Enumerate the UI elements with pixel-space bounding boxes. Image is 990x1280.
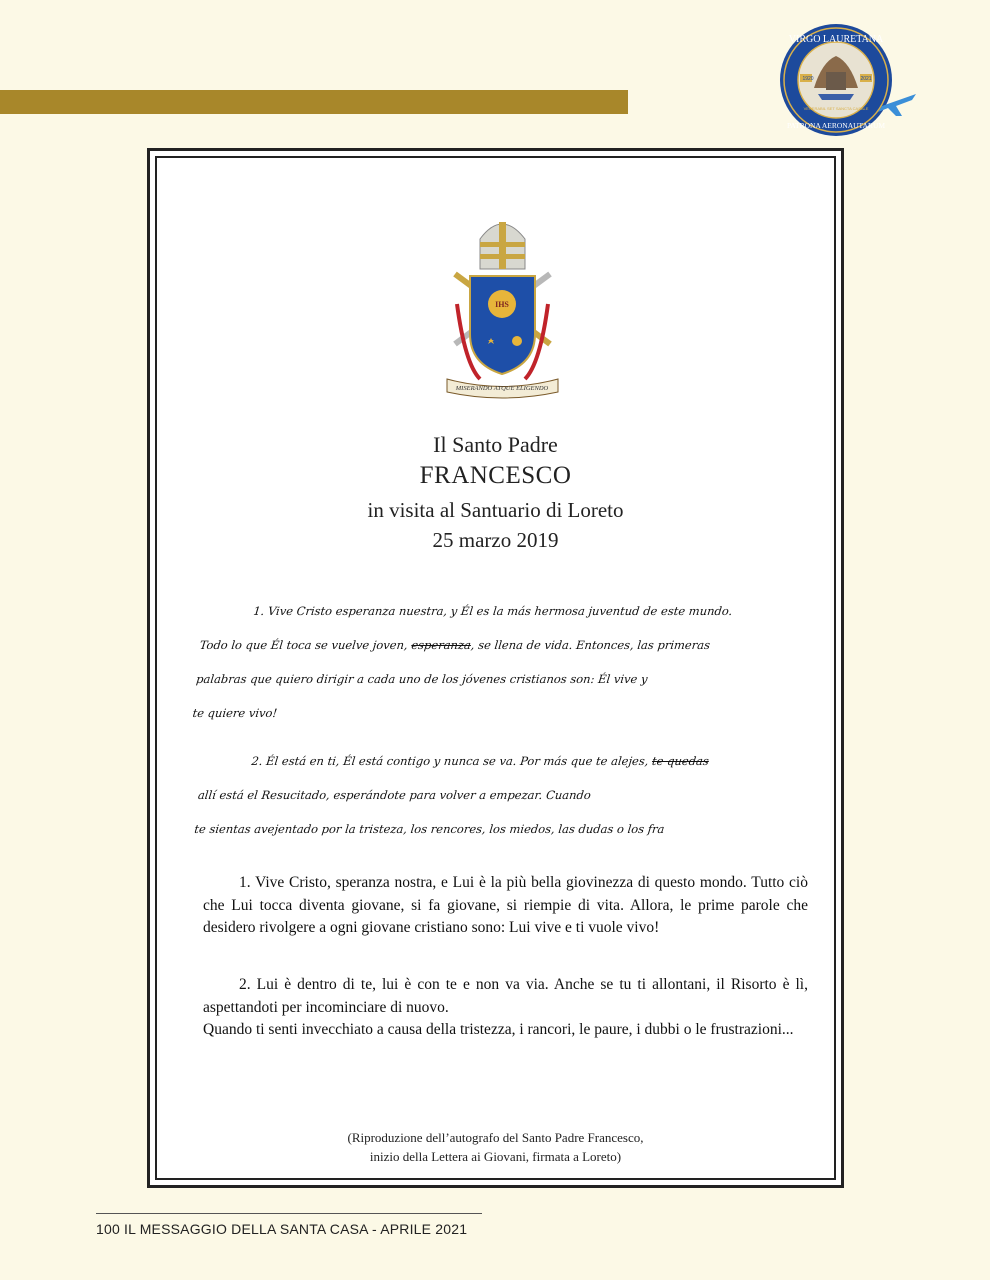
coat-monogram: IHS bbox=[495, 300, 509, 309]
crossed-out-word: te quedas bbox=[651, 754, 710, 768]
handwritten-line: te quiere vivo! bbox=[191, 706, 278, 720]
handwritten-line: Todo lo que Él toca se vuelve joven, esperanza, se llena de vida. Entonces, las primeras bbox=[199, 638, 711, 652]
virgo-lauretana-seal-logo bbox=[778, 22, 918, 140]
page-footer: 100 IL MESSAGGIO DELLA SANTA CASA - APRILE 2021 bbox=[96, 1221, 468, 1237]
title-francesco: FRANCESCO bbox=[419, 462, 572, 489]
title-santo-padre: Il Santo Padre bbox=[433, 432, 558, 457]
translation-paragraph-1 bbox=[203, 872, 808, 940]
title-visita: in visita al Santuario di Loreto bbox=[367, 498, 624, 522]
caption bbox=[163, 1128, 828, 1166]
seal-bottom-text: PATRONA AERONAUTARUM bbox=[786, 121, 886, 130]
translation-text: 2. Lui è dentro di te, lui è con te e non va via. Anche se tu ti allontani, il Risorto è lì, aspettandoti per incominciare di nuovo. bbox=[203, 976, 808, 1016]
seal-year-left: 1920 bbox=[802, 76, 814, 82]
crossed-out-word: esperanza bbox=[410, 638, 472, 652]
handwritten-line: 2. Él está en ti, Él está contigo y nunca se va. Por más que te alejes, te quedas bbox=[250, 754, 710, 768]
seal-year-right: 2021 bbox=[860, 76, 872, 82]
title-date: 25 marzo 2019 bbox=[432, 528, 559, 552]
handwritten-paragraph-1 bbox=[191, 594, 805, 730]
translation-text: Quando ti senti invecchiato a causa della tristezza, i rancori, le paure, i dubbi o le frustrazioni... bbox=[203, 1021, 794, 1038]
seal-top-text: VIRGO LAURETANA bbox=[788, 34, 884, 45]
coat-motto: MISERANDO ATQUE ELIGENDO bbox=[455, 385, 549, 392]
handwritten-paragraph-2 bbox=[193, 744, 804, 846]
handwritten-line: palabras que quiero dirigir a cada uno de los jóvenes cristianos son: Él vive y bbox=[195, 672, 649, 686]
handwritten-line: te sientas avejentado por la tristeza, los rencores, los miedos, las dudas o los fra bbox=[193, 822, 666, 836]
caption-line-2: inizio della Lettera ai Giovani, firmata a Loreto) bbox=[369, 1149, 622, 1164]
translation-text: 1. Vive Cristo, speranza nostra, e Lui è la più bella giovinezza di questo mondo. Tutto ciò che Lui tocca diventa giovane, si fa giovane, si riempie di vita. Allora, le prime parole che desidero rivolgere a ogni giovane cristiano sono: Lui vive e ti vuole vivo! bbox=[203, 874, 808, 936]
handwritten-line: allí está el Resucitado, esperándote para volver a empezar. Cuando bbox=[197, 788, 592, 802]
letter-paper bbox=[163, 164, 828, 1172]
papal-coat-of-arms bbox=[435, 214, 570, 399]
header-gold-bar bbox=[0, 90, 628, 114]
translation-paragraph-2 bbox=[203, 974, 808, 1042]
caption-line-1: (Riproduzione dell’autografo del Santo Padre Francesco, bbox=[347, 1130, 644, 1145]
letter-frame bbox=[147, 148, 844, 1188]
handwritten-line: 1. Vive Cristo esperanza nuestra, y Él es la más hermosa juventud de este mundo. bbox=[252, 604, 734, 618]
footer-divider bbox=[96, 1213, 482, 1214]
seal-banner-text: VENERABIL SET SANCTA CASALE bbox=[803, 106, 869, 111]
